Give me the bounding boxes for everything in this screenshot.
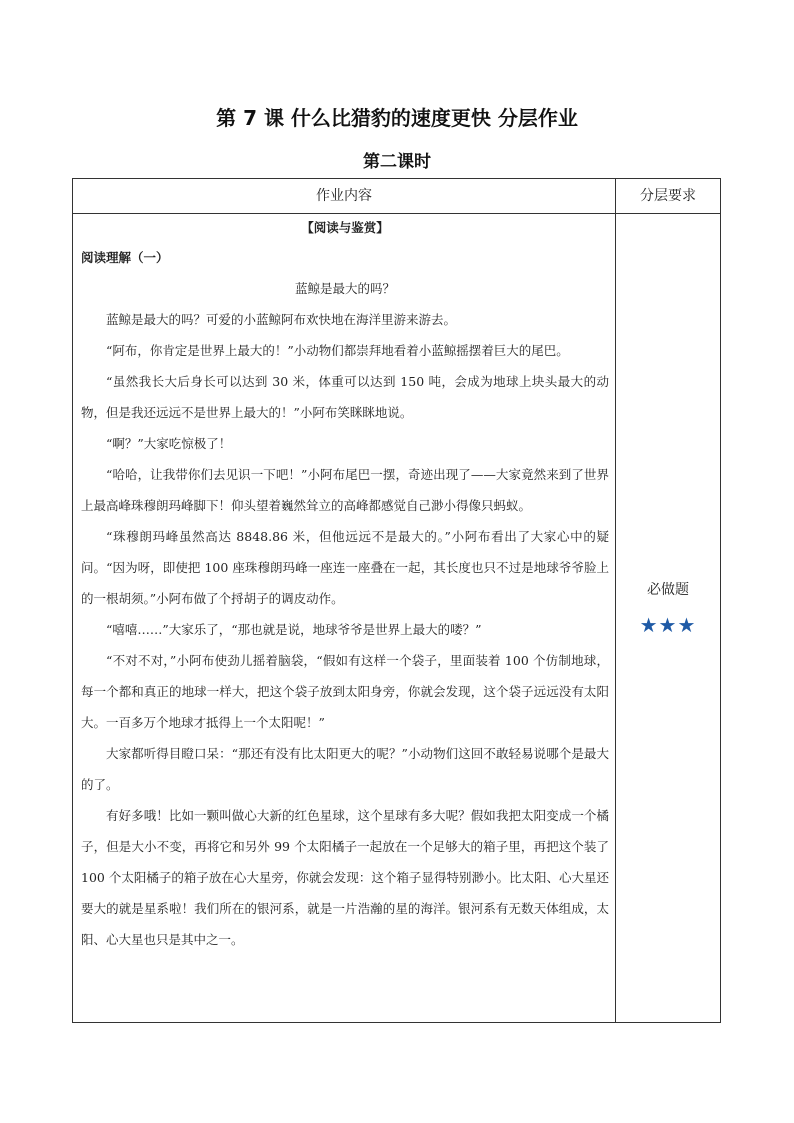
story-paragraph: “珠穆朗玛峰虽然高达 8848.86 米，但他远远不是最大的。”小阿布看出了大家心中的疑问。“因为呀，即使把 100 座珠穆朗玛峰一座连一座叠在一起，其长度也只不过是地球爷爷脸上的一根胡须。”小阿布做了个捋胡子的调皮动作。 <box>81 529 609 606</box>
story-paragraph: “虽然我长大后身长可以达到 30 米，体重可以达到 150 吨，会成为地球上块头最大的动物，但是我还远远不是世界上最大的！”小阿布笑眯眯地说。 <box>81 374 609 420</box>
story-paragraph: “嘻嘻……”大家乐了，“那也就是说，地球爷爷是世界上最大的喽？” <box>106 622 482 637</box>
page-title: 第 7 课 什么比猎豹的速度更快 分层作业 <box>216 106 578 130</box>
story-paragraph: “啊？”大家吃惊极了！ <box>106 436 232 451</box>
story-paragraph: 蓝鲸是最大的吗？可爱的小蓝鲸阿布欢快地在海洋里游来游去。 <box>106 312 457 327</box>
difficulty-stars-icon: ★★★ <box>639 613 697 637</box>
story-paragraph: “不对不对，”小阿布使劲儿摇着脑袋，“假如有这样一个袋子，里面装着 100 个仿制地球，每一个都和真正的地球一样大，把这个袋子放到太阳身旁，你就会发现，这个袋子远远没有太阳大。一百多万个地球才抵得上一个太阳呢！” <box>81 653 609 730</box>
reading-title: 阅读理解（一） <box>81 250 169 265</box>
homework-table <box>72 178 721 1023</box>
level-label: 必做题 <box>647 582 689 598</box>
level-cell <box>616 579 720 637</box>
story-title: 蓝鲸是最大的吗？ <box>294 281 395 296</box>
story-paragraph: 大家都听得目瞪口呆：“那还有没有比太阳更大的呢？”小动物们这回不敢轻易说哪个是最大的了。 <box>81 746 609 792</box>
story-paragraph: “哈哈，让我带你们去见识一下吧！”小阿布尾巴一摆，奇迹出现了——大家竟然来到了世界上最高峰珠穆朗玛峰脚下！仰头望着巍然耸立的高峰都感觉自己渺小得像只蚂蚁。 <box>81 467 609 513</box>
content-cell <box>81 214 609 955</box>
section-title: 【阅读与鉴赏】 <box>301 220 389 235</box>
header-level: 分层要求 <box>640 188 696 204</box>
header-content: 作业内容 <box>316 188 372 204</box>
story-paragraph: “阿布，你肯定是世界上最大的！”小动物们都崇拜地看着小蓝鲸摇摆着巨大的尾巴。 <box>106 343 569 358</box>
story-paragraph: 有好多哦！比如一颗叫做心大新的红色星球，这个星球有多大呢？假如我把太阳变成一个橘子，但是大小不变，再将它和另外 99 个太阳橘子一起放在一个足够大的箱子里，再把这个装了 100 个太阳橘子的箱子放在心大星旁，你就会发现：这个箱子显得特别渺小。比太阳、心大星还要大的就是星系啦！我们所在的银河系，就是一片浩瀚的星的海洋。银河系有无数天体组成，太阳、心大星也只是其中之一。 <box>81 808 609 947</box>
page-subtitle: 第二课时 <box>363 152 431 172</box>
